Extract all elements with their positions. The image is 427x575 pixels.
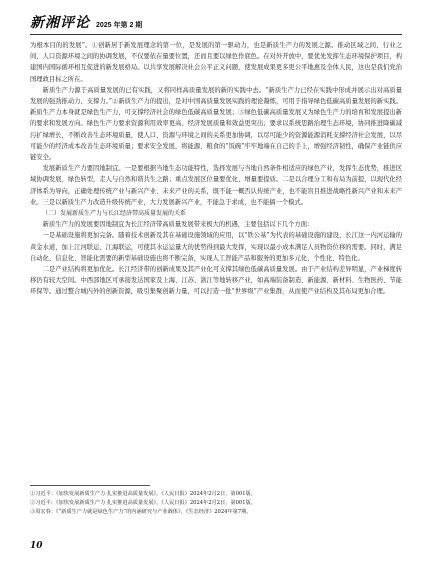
section-subheading: （二）发展新质生产力与长江经济带高质量发展的关系	[42, 210, 187, 218]
footnote-divider	[30, 485, 150, 486]
paragraph: 为根本目的的发展”。①创新居于新发展理念的第一位，是发展的第一驱动力，也是新质生产力的发展之源。推动区域之间、行业之间、人口资源环境之间的协调发展，不仅要依在量要位置，还而且要以绿色作底色。在对外开放中，要优先发挥生态环境保护项目，构建国内国际循环相互促进的新发展格局。以共享发展解决社会公平正义问题，使发展成果更多更公平地惠及全体人民，这也是我们党治国理政目标之所在。	[30, 42, 402, 83]
paragraph: 二是产业结构将更加优化。长江经济带的创新成果及其产业化可支撑其绿色低碳高质量发展。由于产业结构差异明显，产业梯度转移仍有较大空间。中西部地区可承接发达国家及上海、江苏、浙江等地转移产业，如高端装备制造、新能源、新材料、生物医药、节能环保等。通过整合城内外的创新资源，吸引集聚创新力量，可以打造一批“世界级”产业集群，从而使产业结构及其布局更加合理。	[30, 266, 402, 296]
footnote: ①习近平：《加快发展新质生产力 扎实推进高质量发展》，《人民日报》2024年2月2日，第001版。	[30, 491, 256, 497]
page-header	[30, 12, 402, 32]
journal-name: 新湘评论	[30, 15, 90, 31]
paragraph: 一是基础设施将更加完备。随着技术创新及其在基础设施领域的应用，以“铁公基”为代表的基础设施的建设，长江这一内河运输的黄金水道，加上江河联运、江海联运，可使其水运运量大的优势得到最大发挥，实现以最小成本满足人员物资位移的需要。同时，满足自动化、信息化、智能化需要的新型基础设施也将不断完备，实现人工智能产品和服务的更加多元化、个性化、特色化。	[30, 232, 402, 262]
paragraph: 新质生产力的发展要因地制宜为长江经济带高质量发展带来极大的机遇，主要包括以下几个方面：	[42, 221, 314, 229]
article-body	[30, 40, 402, 298]
footnotes	[30, 485, 402, 518]
paragraph: 新质生产力源于高质量发展的已有实践，又将同样高质量发展的新的实践中去。“新质生产力已经在实践中形成并展示出对高质量发展的强劲推动力、支撑力。”②新质生产力的提出，是对中国高质量发展实践的理论凝炼，可用于指导绿色低碳高质量发展的新实践。新质生产力本身就是绿色生产力，可支撑经济社会的绿色低碳高质量发展；③绿色低碳高质量发展又为绿色生产力的培育和发展提出新的要求和发展方向。绿色生产力要求资源利用效率更高、经济发展质量和效益更突出；要求以系统思路治理生态环境，协同推进降碳减污扩绿增长，不断改善生态环境质量，使人口、资源与环境之间的关系更加协调，以尽可能少的资源能源消耗支撑经济社会发展，以尽可能少的经济成本改善生态环境质量；要求安全发展，将能源、粮食的“饭碗”牢牢地端在自己的手上，增强经济韧性，确保产业链供应链安全。	[30, 86, 402, 162]
page-number: 10	[30, 541, 43, 551]
issue-number: 2025 年第 2 期	[96, 22, 143, 29]
footnote: ③周宏春：《“新质生产力就是绿色生产力”的内涵研究与产业载体》，《生态经济》2024年第7期。	[30, 509, 252, 516]
footnote: ②习近平：《加快发展新质生产力 扎实推进高质量发展》，《人民日报》2024年2月2日，第001版。	[30, 500, 256, 507]
header-divider	[30, 34, 402, 35]
paragraph: 发展新质生产力要因地制宜。一是要根据当地生态功能特性，选择发展与当地自然条件相适应的绿色产业，发挥生态优势，推进区域协调发展、绿色转型，走人与自然和谐共生之路；重点发展区位量要优化，增量要提质。二是以合理分工和布局为前提，以现代化经济体系为导向，正确处理传统产业与新兴产业、未来产业的关系，既不能一概否认传统产业，也不能盲目推进战略性新兴产业和未来产业。三是以新质生产力改造升级传统产业，大力发展新兴产业，不能急于求成，也不能搞一个模式。	[30, 165, 402, 206]
